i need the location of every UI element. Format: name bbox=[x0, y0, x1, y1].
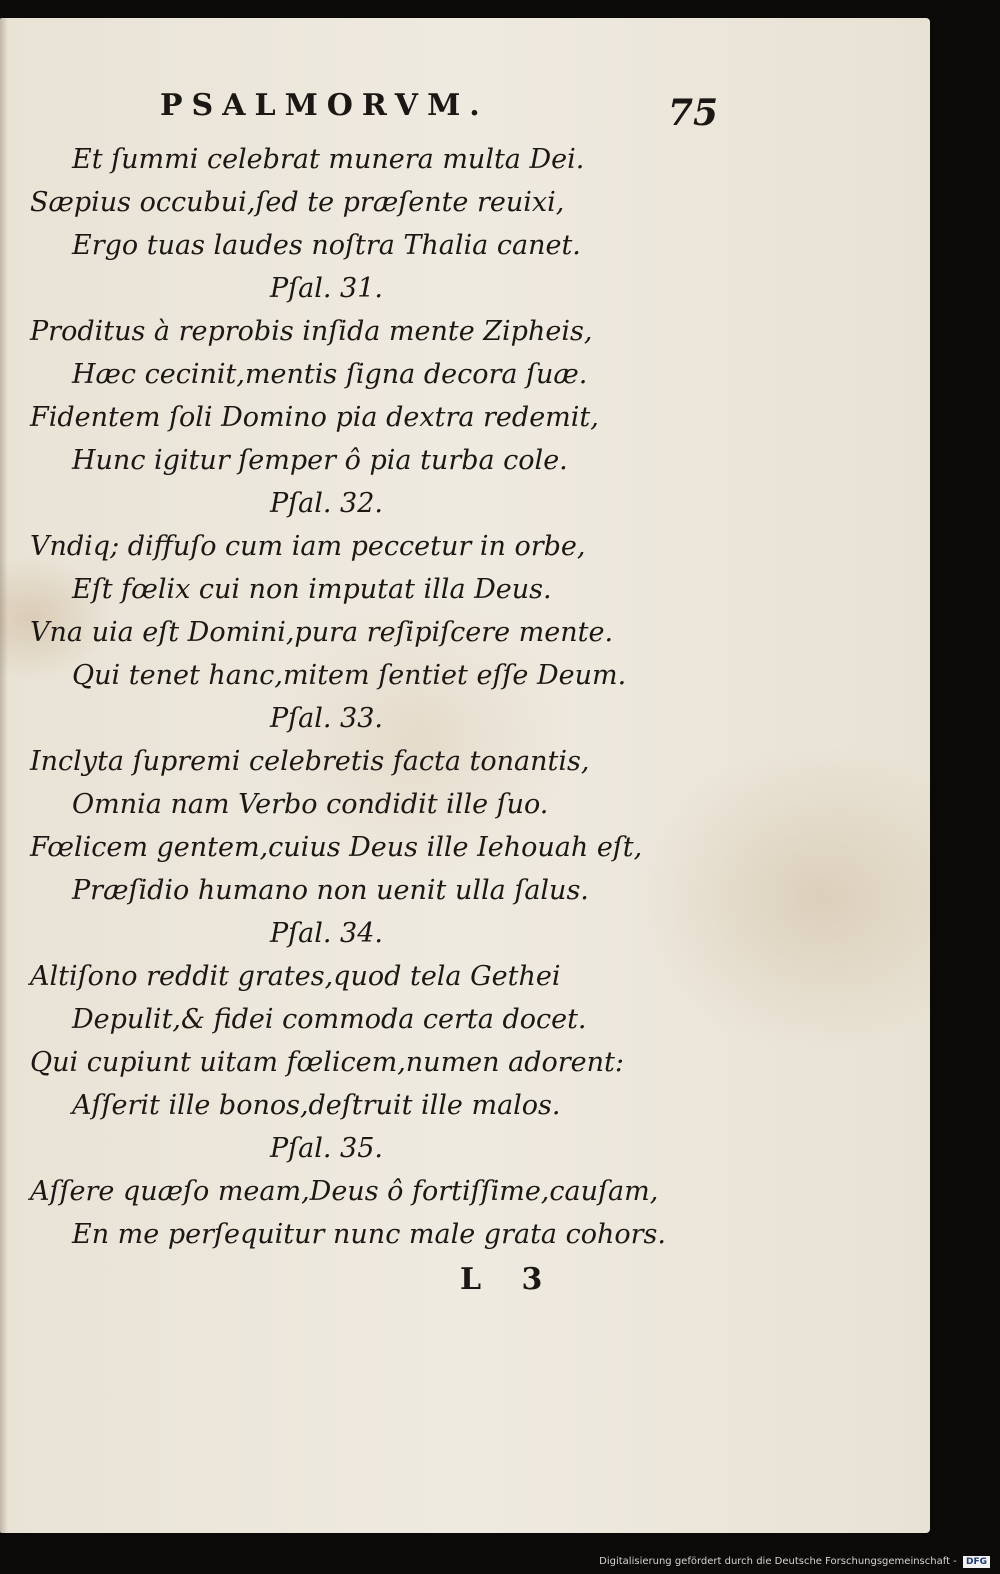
dfg-logo: DFG bbox=[963, 1556, 990, 1568]
verse-line: Præſidio humano non uenit ulla ſalus. bbox=[72, 875, 589, 906]
verse-line: Fœlicem gentem,cuius Deus ille Iehouah eſt, bbox=[30, 832, 643, 863]
verse-line: Altiſono reddit grates,quod tela Gethei bbox=[30, 961, 561, 992]
verse-line: Aſſere quæſo meam,Deus ô fortiſſime,cauſam, bbox=[30, 1176, 659, 1207]
psalm-heading: Pſal. 32. bbox=[270, 488, 383, 519]
psalm-heading: Pſal. 31. bbox=[270, 273, 383, 304]
psalm-heading: Pſal. 34. bbox=[270, 918, 383, 949]
verse-line: Depulit,& fidei commoda certa docet. bbox=[72, 1004, 587, 1035]
verse-line: Aſſerit ille bonos,deſtruit ille malos. bbox=[72, 1090, 561, 1121]
signature-mark: L 3 bbox=[460, 1262, 543, 1297]
verse-line: Eſt fœlix cui non imputat illa Deus. bbox=[72, 574, 552, 605]
running-head: PSALMORVM. bbox=[160, 88, 489, 123]
verse-line: Vna uia eſt Domini,pura reſipiſcere mente. bbox=[30, 617, 614, 648]
verse-block bbox=[0, 138, 930, 1256]
verse-line: Fidentem ſoli Domino pia dextra redemit, bbox=[30, 402, 599, 433]
verse-line: Qui tenet hanc,mitem ſentiet eſſe Deum. bbox=[72, 660, 627, 691]
verse-line: Hunc igitur ſemper ô pia turba cole. bbox=[72, 445, 568, 476]
verse-line: Et ſummi celebrat munera multa Dei. bbox=[72, 144, 585, 175]
psalm-heading: Pſal. 35. bbox=[270, 1133, 383, 1164]
verse-line: Sæpius occubui,ſed te præſente reuixi, bbox=[30, 187, 565, 218]
verse-line: Inclyta ſupremi celebretis facta tonantis, bbox=[30, 746, 590, 777]
verse-line: Hæc cecinit,mentis ſigna decora ſuæ. bbox=[72, 359, 588, 390]
verse-line: Ergo tuas laudes noſtra Thalia canet. bbox=[72, 230, 581, 261]
digitization-credit bbox=[599, 1556, 990, 1568]
verse-line: Omnia nam Verbo condidit ille ſuo. bbox=[72, 789, 549, 820]
verse-line: En me perſequitur nunc male grata cohors. bbox=[72, 1219, 666, 1250]
verse-line: Vndiq; diffuſo cum iam peccetur in orbe, bbox=[30, 531, 586, 562]
page-number: 75 bbox=[668, 92, 719, 134]
verse-line: Qui cupiunt uitam fœlicem,numen adorent: bbox=[30, 1047, 624, 1078]
psalm-heading: Pſal. 33. bbox=[270, 703, 383, 734]
verse-line: Proditus à reprobis inſida mente Zipheis, bbox=[30, 316, 593, 347]
credit-text: Digitalisierung gefördert durch die Deutsche Forschungsgemeinschaft - bbox=[599, 1556, 957, 1567]
